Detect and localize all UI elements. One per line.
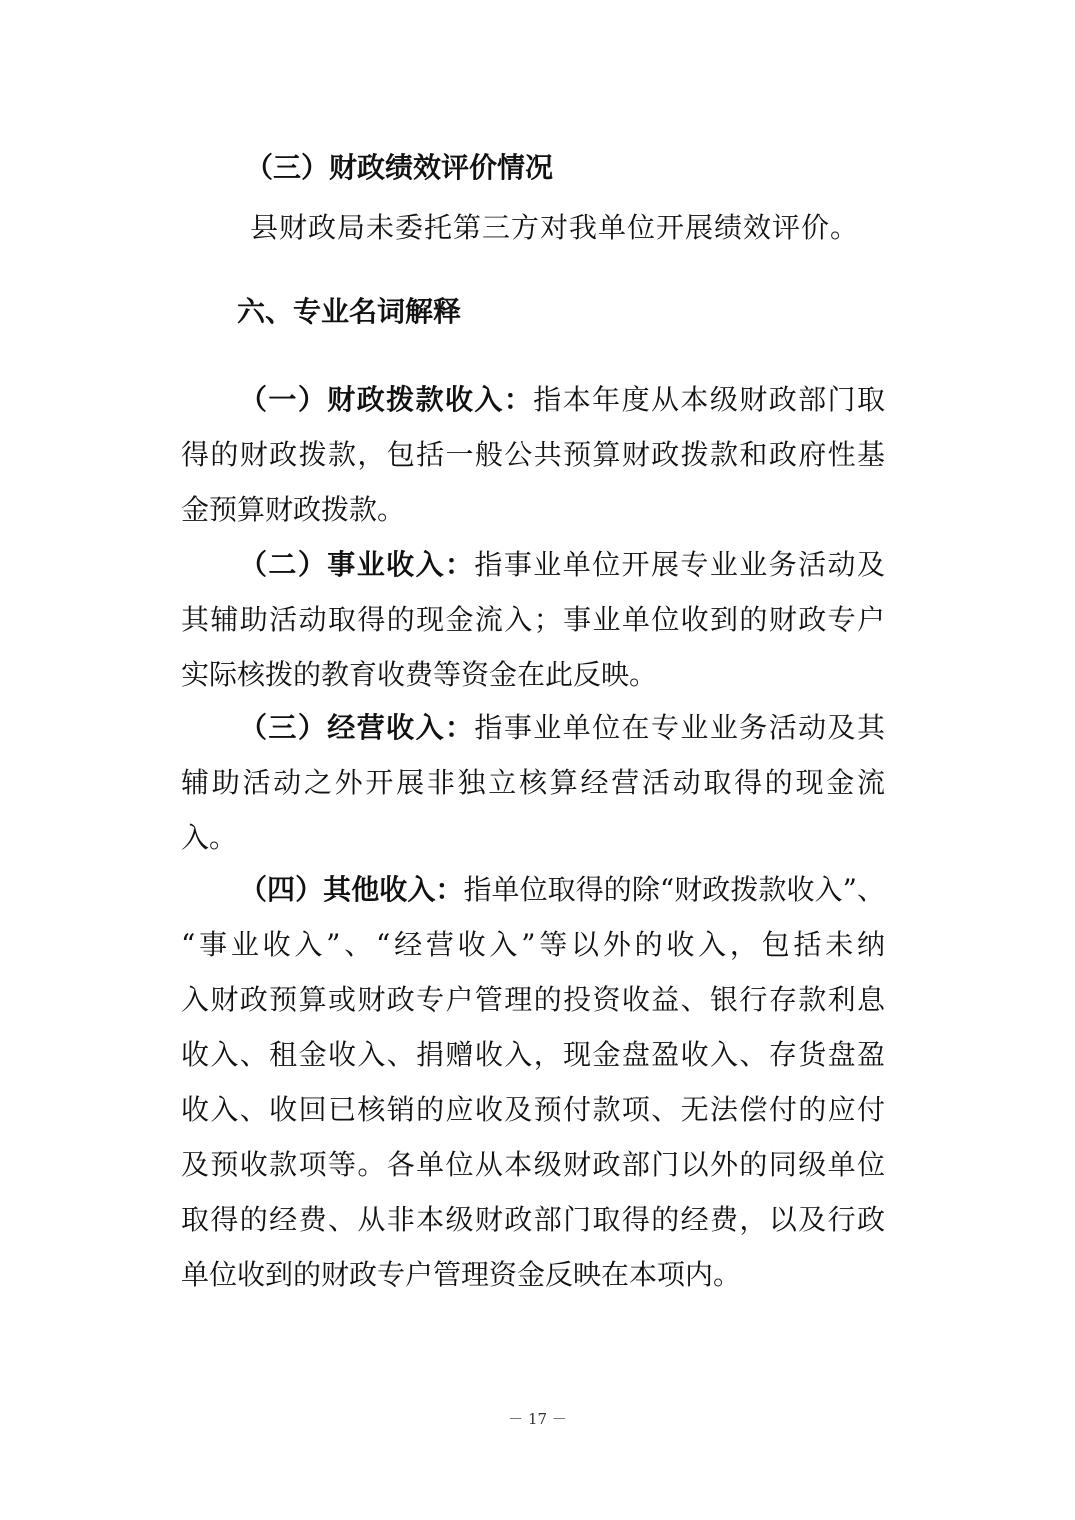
term-definition-text: 及预收款项等。各单位从本级财政部门以外的同级单位 <box>181 1148 885 1181</box>
term-definition-text: 单位收到的财政专户管理资金反映在本项内。 <box>181 1258 742 1291</box>
term-definition-text: 其辅助活动取得的现金流入；事业单位收到的财政专户 <box>181 603 885 636</box>
text-line <box>181 810 885 865</box>
text-line <box>181 592 885 647</box>
term-label: （四）其他收入： <box>239 873 464 906</box>
text-line <box>181 1027 885 1082</box>
page-number: － 17 － <box>508 1410 567 1428</box>
term-label: （三）经营收入： <box>239 711 475 744</box>
term-definition-text: “事业收入”、“经营收入”等以外的收入，包括未纳 <box>181 928 885 961</box>
text-line <box>181 755 885 810</box>
term-definition-text: 指本年度从本级财政部门取 <box>533 383 885 416</box>
text-line <box>181 482 885 537</box>
chapter-heading-terms: 六、专业名词解释 <box>237 295 462 328</box>
text-line <box>181 917 885 972</box>
term-definition-text: 收入、租金收入、捐赠收入，现金盘盈收入、存货盘盈 <box>181 1038 885 1071</box>
term-definition-text: 指事业单位在专业业务活动及其 <box>474 711 885 744</box>
text-line <box>181 647 885 702</box>
term-paragraph <box>181 862 885 1302</box>
term-definition-text: 金预算财政拨款。 <box>181 493 406 526</box>
text-line <box>181 1137 885 1192</box>
performance-evaluation-text: 县财政局未委托第三方对我单位开展绩效评价。 <box>250 211 860 244</box>
text-line <box>181 862 885 917</box>
term-definition-text: 实际核拨的教育收费等资金在此反映。 <box>181 658 658 691</box>
text-line <box>181 972 885 1027</box>
text-line <box>181 1082 885 1137</box>
text-line <box>181 1192 885 1247</box>
term-paragraph <box>181 372 885 537</box>
section-heading-performance-evaluation: （三）财政绩效评价情况 <box>245 151 554 184</box>
text-line <box>181 700 885 755</box>
term-definition-text: 入财政预算或财政专户管理的投资收益、银行存款利息 <box>181 983 885 1016</box>
text-line <box>181 372 885 427</box>
term-label: （一）财政拨款收入： <box>239 383 534 416</box>
term-paragraph <box>181 700 885 865</box>
term-definition-text: 指事业单位开展专业业务活动及 <box>474 548 885 581</box>
term-definition-text: 收入、收回已核销的应收及预付款项、无法偿付的应付 <box>181 1093 885 1126</box>
term-definition-text: 取得的经费、从非本级财政部门取得的经费，以及行政 <box>181 1203 885 1236</box>
term-definition-text: 指单位取得的除“财政拨款收入”、 <box>463 873 885 906</box>
text-line <box>181 427 885 482</box>
text-line <box>181 1247 885 1302</box>
term-definition-text: 辅助活动之外开展非独立核算经营活动取得的现金流 <box>181 766 885 799</box>
term-definition-text: 入。 <box>181 821 238 854</box>
term-label: （二）事业收入： <box>239 548 475 581</box>
term-paragraph <box>181 537 885 702</box>
term-definition-text: 得的财政拨款，包括一般公共预算财政拨款和政府性基 <box>181 438 885 471</box>
text-line <box>181 537 885 592</box>
